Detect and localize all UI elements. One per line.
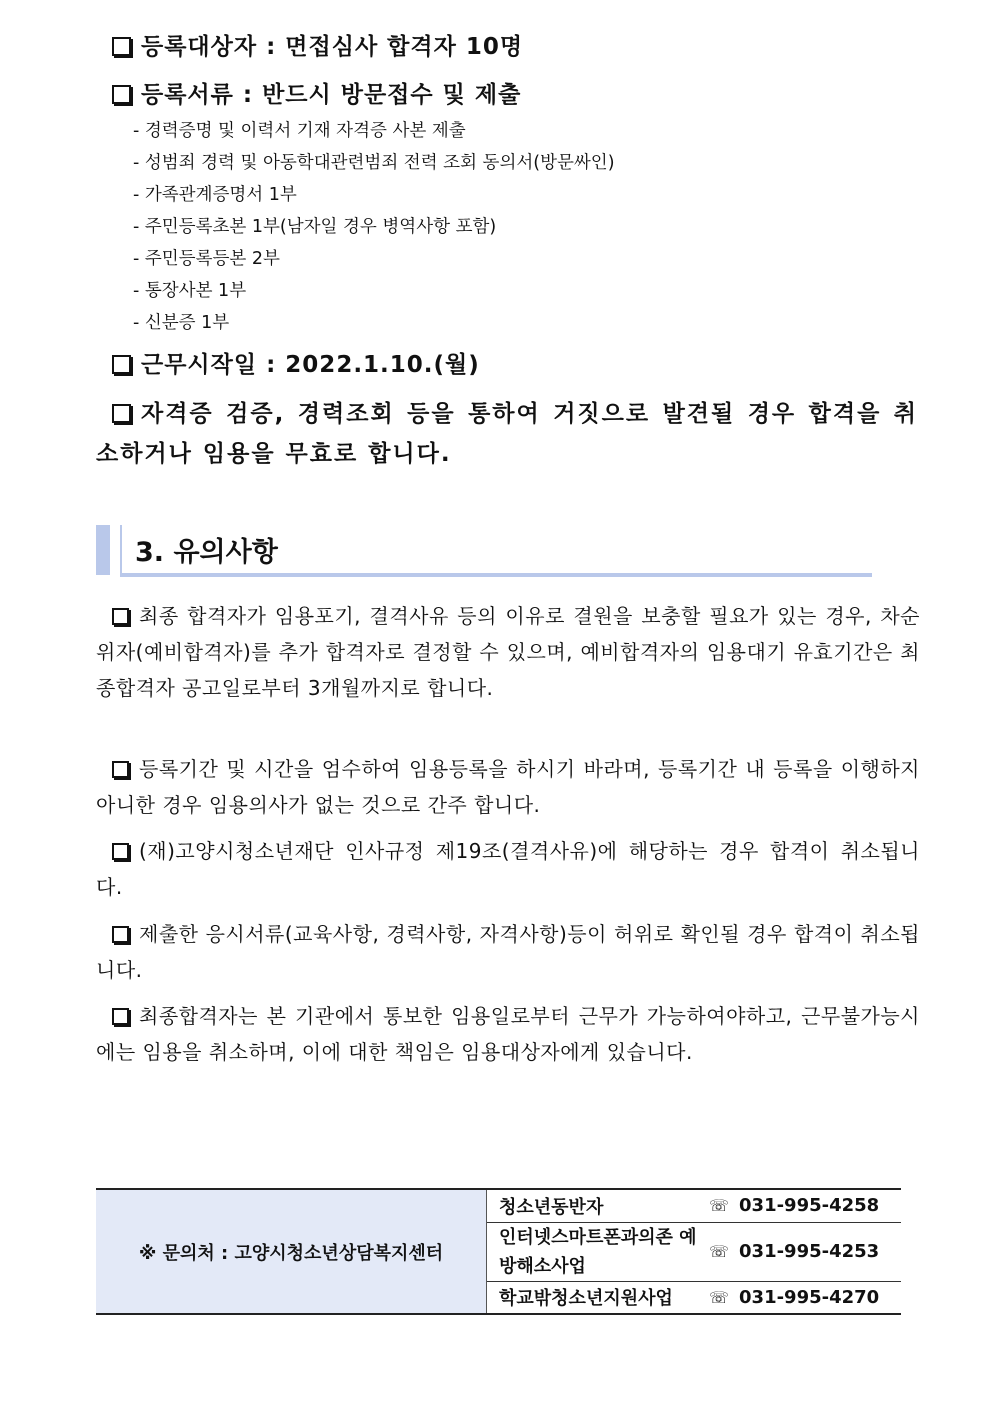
- note-text: 최종합격자는 본 기관에서 통보한 임용일로부터 근무가 가능하여야하고, 근무불가능시에는 임용을 취소하며, 이에 대한 책임은 임용대상자에게 있습니다.: [96, 1004, 920, 1064]
- document-item: - 가족관계증명서 1부: [133, 185, 297, 205]
- required-documents-list: [133, 115, 615, 339]
- verification-warning: [96, 394, 918, 474]
- checkbox-bullet-icon: [112, 1008, 129, 1025]
- section-title: 3. 유의사항: [135, 537, 278, 568]
- contact-table: [96, 1188, 901, 1315]
- note-item: [96, 998, 920, 1070]
- section-divider: [120, 525, 122, 575]
- registration-target-text: 등록대상자 : 면접심사 합격자 10명: [141, 34, 524, 60]
- document-item: - 경력증명 및 이력서 기재 자격증 사본 제출: [133, 121, 466, 141]
- program-name: 학교밖청소년지원사업: [487, 1281, 710, 1314]
- note-item: [96, 598, 920, 706]
- note-text: (재)고양시청소년재단 인사규정 제19조(결격사유)에 해당하는 경우 합격이 취소됩니다.: [96, 839, 920, 899]
- phone-icon: ☏: [709, 1242, 730, 1261]
- note-item: [96, 751, 920, 823]
- registration-docs-text: 등록서류 : 반드시 방문접수 및 제출: [141, 82, 522, 108]
- contact-row: [96, 1189, 901, 1222]
- program-name: 인터넷스마트폰과의존 예방해소사업: [487, 1222, 710, 1281]
- document-item: - 주민등록초본 1부(남자일 경우 병역사항 포함): [133, 217, 497, 237]
- note-text: 최종 합격자가 임용포기, 결격사유 등의 이유로 결원을 보충할 필요가 있는 경우, 차순위자(예비합격자)를 추가 합격자로 결정할 수 있으며, 예비합격자의 임용대기 유효기간은 최종합격자 공고일로부터 3개월까지로 합니다.: [96, 604, 920, 700]
- document-item: - 신분증 1부: [133, 313, 230, 333]
- checkbox-bullet-icon: [112, 761, 129, 778]
- program-name: 청소년동반자: [487, 1189, 710, 1222]
- checkbox-bullet-icon: [112, 926, 129, 943]
- note-text: 등록기간 및 시간을 엄수하여 임용등록을 하시기 바라며, 등록기간 내 등록을 이행하지 아니한 경우 임용의사가 없는 것으로 간주 합니다.: [96, 757, 920, 817]
- program-phone: ☏ 031-995-4253: [709, 1222, 901, 1281]
- checkbox-bullet-icon: [112, 37, 131, 56]
- checkbox-bullet-icon: [112, 608, 129, 625]
- start-date-line: [112, 346, 480, 379]
- document-item: - 통장사본 1부: [133, 281, 247, 301]
- note-item: [96, 833, 920, 905]
- registration-docs-line: [112, 76, 521, 109]
- section-accent-bar: [96, 525, 110, 575]
- checkbox-bullet-icon: [112, 355, 131, 374]
- document-item: - 주민등록등본 2부: [133, 249, 280, 269]
- phone-icon: ☏: [709, 1196, 730, 1216]
- note-item: [96, 916, 920, 988]
- verification-warning-text: 자격증 검증, 경력조회 등을 통하여 거짓으로 발견될 경우 합격을 취소하거나 임용을 무효로 합니다.: [96, 401, 918, 467]
- start-date-text: 근무시작일 : 2022.1.10.(월): [141, 352, 480, 378]
- registration-target-line: [112, 28, 523, 61]
- checkbox-bullet-icon: [112, 85, 131, 104]
- phone-icon: ☏: [709, 1287, 730, 1307]
- program-phone: ☏ 031-995-4270: [709, 1281, 901, 1314]
- checkbox-bullet-icon: [112, 404, 131, 423]
- section-underline: [120, 573, 872, 577]
- note-text: 제출한 응시서류(교육사항, 경력사항, 자격사항)등이 허위로 확인될 경우 합격이 취소됩니다.: [96, 922, 920, 982]
- program-phone: ☏ 031-995-4258: [709, 1189, 901, 1222]
- checkbox-bullet-icon: [112, 843, 129, 860]
- contact-label: ※ 문의처 : 고양시청소년상담복지센터: [96, 1189, 487, 1314]
- document-item: - 성범죄 경력 및 아동학대관련범죄 전력 조회 동의서(방문싸인): [133, 153, 615, 173]
